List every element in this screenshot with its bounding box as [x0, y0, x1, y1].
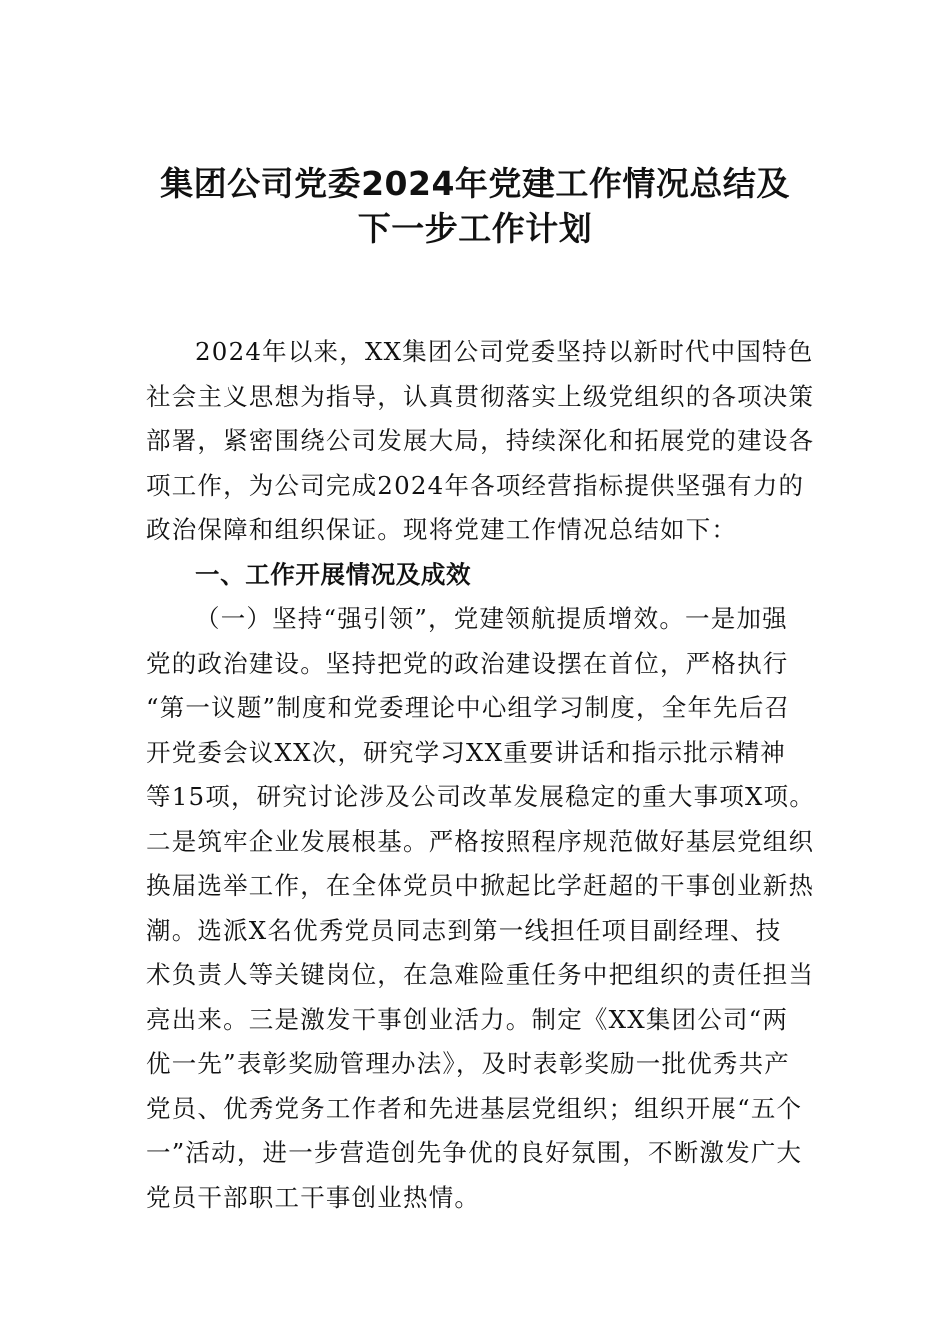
paragraph-line: 换届选举工作，在全体党员中掀起比学赶超的干事创业新热 — [146, 871, 815, 900]
paragraph-line: 社会主义思想为指导，认真贯彻落实上级党组织的各项决策 — [146, 381, 815, 411]
paragraph-line: 等15项，研究讨论涉及公司改革发展稳定的重大事项X项。 — [146, 782, 816, 811]
paragraph-line: 术负责人等关键岗位，在急难险重任务中把组织的责任担当 — [146, 960, 815, 989]
paragraph-line: （一）坚持“强引领”，党建领航提质增效。一是加强 — [195, 604, 788, 633]
section-heading — [146, 553, 806, 598]
paragraph-line: 潮。选派X名优秀党员同志到第一线担任项目副经理、技 — [146, 915, 782, 945]
intro-paragraph — [146, 330, 815, 553]
document-body — [146, 330, 816, 1220]
paragraph-line: 部署，紧密围绕公司发展大局，持续深化和拓展党的建设各 — [146, 426, 815, 455]
section-heading-text: 一、工作开展情况及成效 — [195, 559, 472, 589]
paragraph-line: 项工作，为公司完成2024年各项经营指标提供坚强有力的 — [146, 470, 805, 500]
document-title-line-1: 集团公司党委2024年党建工作情况总结及 — [160, 164, 790, 203]
paragraph-line: 党的政治建设。坚持把党的政治建设摆在首位，严格执行 — [146, 648, 789, 678]
paragraph-line: 党员、优秀党务工作者和先进基层党组织；组织开展“五个 — [146, 1093, 803, 1123]
paragraph-line: 亮出来。三是激发干事创业活力。制定《XX集团公司“两 — [146, 1004, 789, 1034]
paragraph-line: 党员干部职工干事创业热情。 — [146, 1182, 481, 1212]
paragraph-line: 一”活动，进一步营造创先争优的良好氛围，不断激发广大 — [146, 1138, 803, 1167]
paragraph-line: 2024年以来，XX集团公司党委坚持以新时代中国特色 — [195, 337, 814, 366]
section-1-1-paragraph — [146, 597, 816, 1220]
paragraph-line: 开党委会议XX次，研究学习XX重要讲话和指示批示精神 — [146, 737, 786, 767]
document-title-line-2: 下一步工作计划 — [357, 209, 593, 248]
paragraph-line: “第一议题”制度和党委理论中心组学习制度，全年先后召 — [146, 693, 791, 722]
paragraph-line: 二是筑牢企业发展根基。严格按照程序规范做好基层党组织 — [146, 826, 815, 856]
paragraph-line: 政治保障和组织保证。现将党建工作情况总结如下： — [146, 515, 738, 544]
paragraph-line: 优一先”表彰奖励管理办法》，及时表彰奖励一批优秀共产 — [146, 1049, 790, 1078]
